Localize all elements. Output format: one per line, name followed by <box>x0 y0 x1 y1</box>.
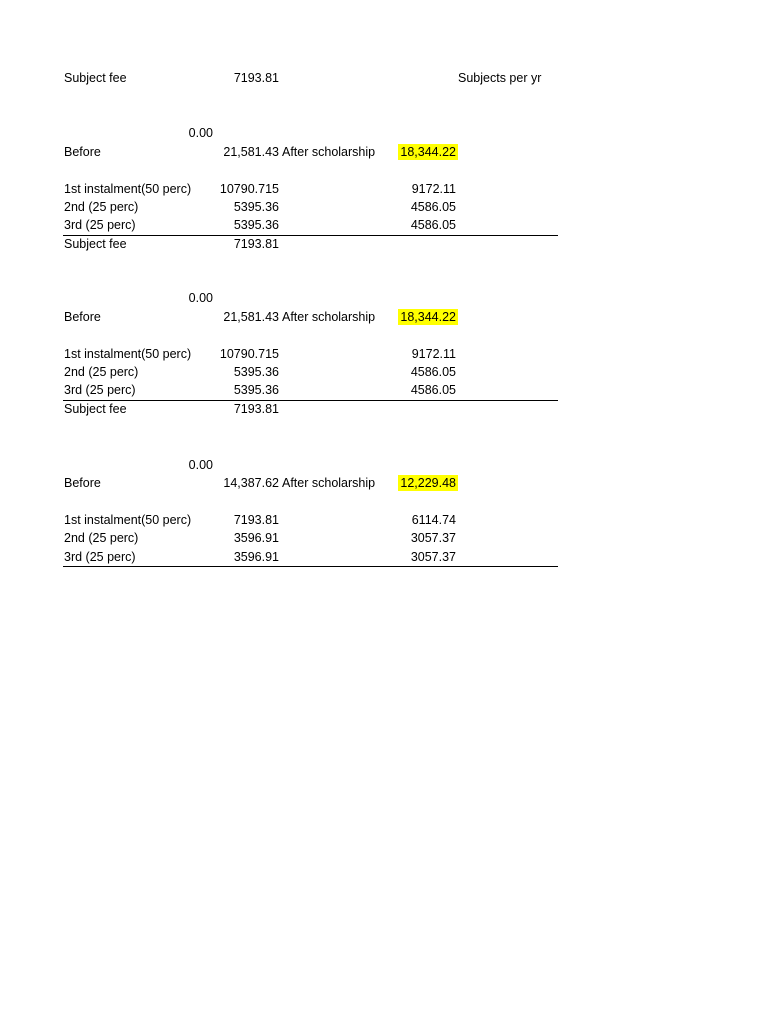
row-label: 2nd (25 perc) <box>64 531 139 545</box>
subject-fee-label: Subject fee <box>64 237 127 251</box>
row-after: 4586.05 <box>410 383 456 397</box>
subject-fee-value: 7193.81 <box>233 402 279 416</box>
subjects-per-yr-label: Subjects per yr <box>458 71 542 85</box>
after-scholarship-total: 18,344.22 <box>400 145 456 159</box>
row-before: 3596.91 <box>233 531 279 545</box>
after-scholarship-label: After scholarship <box>282 310 376 324</box>
after-scholarship-label: After scholarship <box>282 145 376 159</box>
subject-fee-value: 7193.81 <box>233 71 279 85</box>
before-label: Before <box>64 476 101 490</box>
row-label: 1st instalment(50 perc) <box>64 513 192 527</box>
row-after: 3057.37 <box>410 550 456 564</box>
divider-rule <box>63 566 558 567</box>
row-after: 9172.11 <box>411 347 456 361</box>
before-total: 21,581.43 <box>223 145 279 159</box>
before-total: 14,387.62 <box>223 476 279 490</box>
before-label: Before <box>64 145 101 159</box>
row-label: 2nd (25 perc) <box>64 365 139 379</box>
row-before: 7193.81 <box>233 513 279 527</box>
row-label: 3rd (25 perc) <box>64 550 136 564</box>
row-before: 5395.36 <box>233 365 279 379</box>
after-scholarship-total: 12,229.48 <box>400 476 456 490</box>
row-before: 10790.715 <box>219 347 279 361</box>
divider-rule <box>63 235 558 236</box>
divider-rule <box>63 400 558 401</box>
row-after: 4586.05 <box>410 365 456 379</box>
row-label: 1st instalment(50 perc) <box>64 182 192 196</box>
row-label: 1st instalment(50 perc) <box>64 347 192 361</box>
scholarship-rate: 0.00 <box>188 126 213 140</box>
after-scholarship-label: After scholarship <box>282 476 376 490</box>
after-scholarship-total: 18,344.22 <box>400 310 456 324</box>
row-after: 9172.11 <box>411 182 456 196</box>
row-after: 4586.05 <box>410 218 456 232</box>
row-before: 10790.715 <box>219 182 279 196</box>
before-label: Before <box>64 310 101 324</box>
row-label: 2nd (25 perc) <box>64 200 139 214</box>
subject-fee-value: 7193.81 <box>233 237 279 251</box>
row-label: 3rd (25 perc) <box>64 218 136 232</box>
row-after: 6114.74 <box>411 513 456 527</box>
row-before: 5395.36 <box>233 383 279 397</box>
row-before: 5395.36 <box>233 200 279 214</box>
row-before: 5395.36 <box>233 218 279 232</box>
row-after: 3057.37 <box>410 531 456 545</box>
before-total: 21,581.43 <box>223 310 279 324</box>
row-after: 4586.05 <box>410 200 456 214</box>
scholarship-rate: 0.00 <box>188 291 213 305</box>
scholarship-rate: 0.00 <box>188 458 213 472</box>
subject-fee-label: Subject fee <box>64 402 127 416</box>
row-before: 3596.91 <box>233 550 279 564</box>
subject-fee-label: Subject fee <box>64 71 127 85</box>
row-label: 3rd (25 perc) <box>64 383 136 397</box>
